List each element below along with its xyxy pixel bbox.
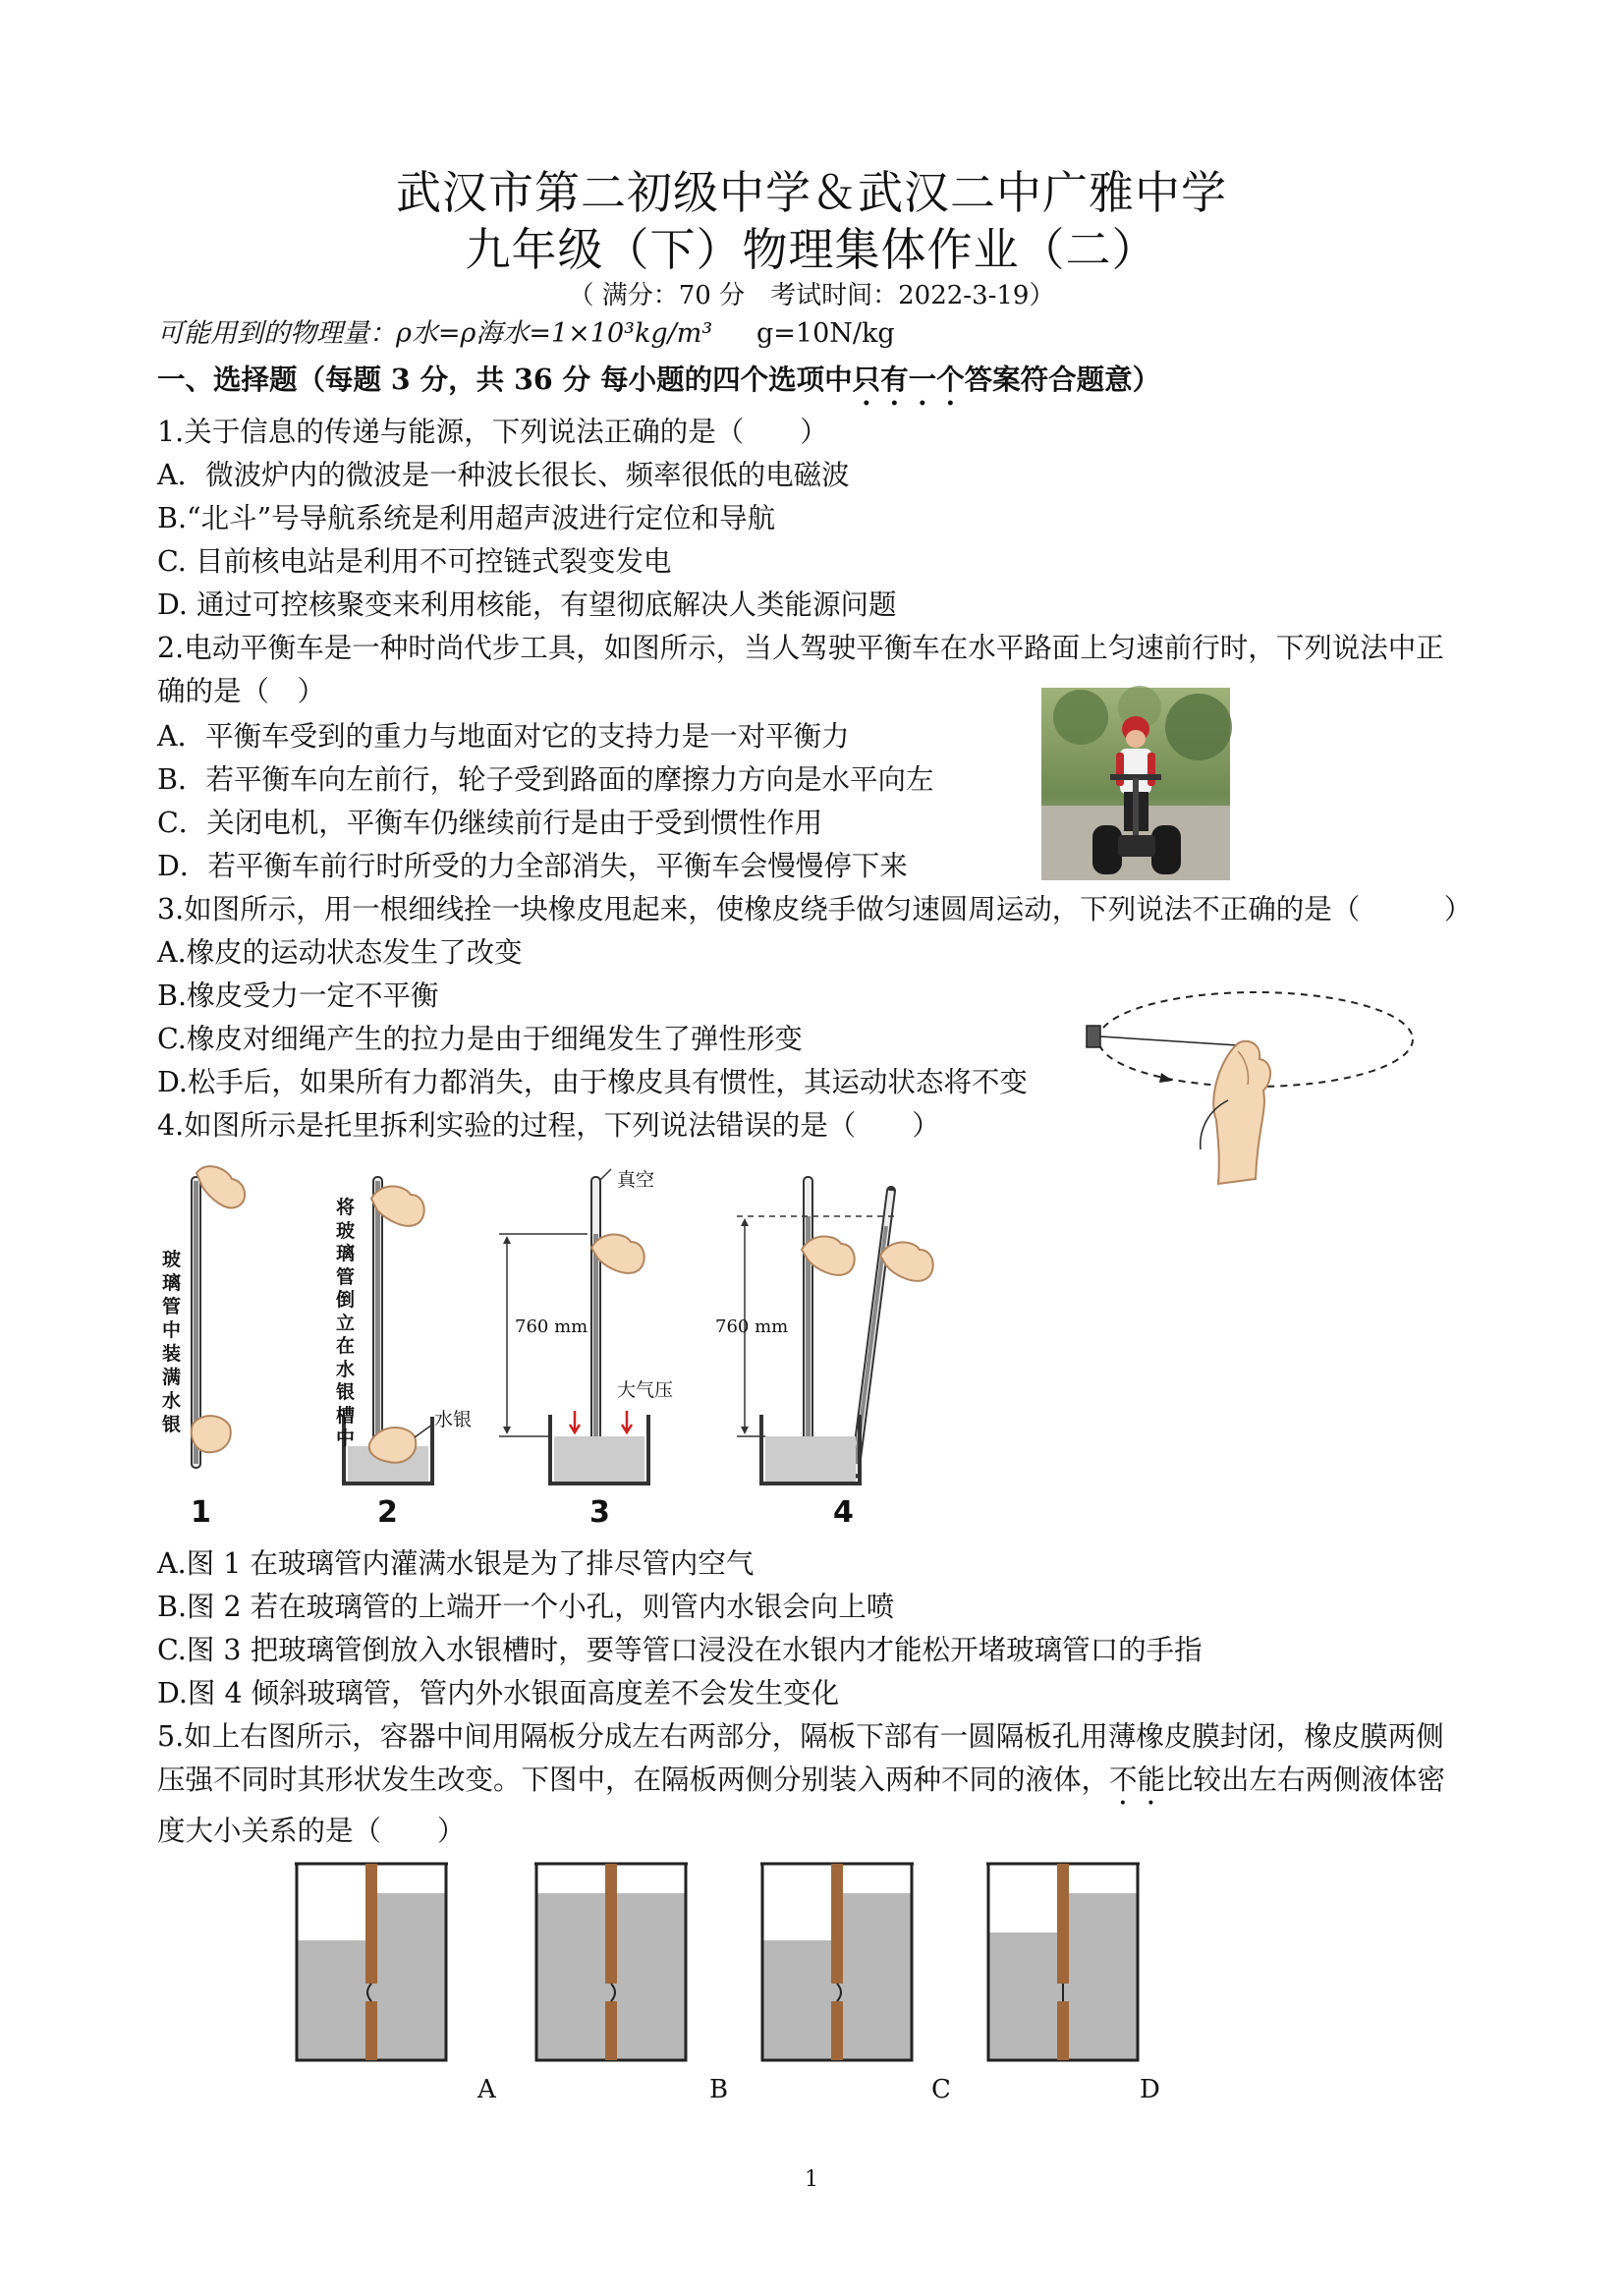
step-2-caption: 将玻璃管倒立在水银槽中	[336, 1197, 356, 1449]
q5-stem-2-pre: 压强不同时其形状发生改变。下图中，在隔板两侧分别装入两种不同的液体，	[157, 1764, 1110, 1796]
q2-stem-1: 2.电动平衡车是一种时尚代步工具，如图所示，当人驾驶平衡车在水平路面上匀速前行时，下列说法中正	[157, 632, 1444, 664]
figure-number-1: 1	[191, 1495, 211, 1530]
container-c	[760, 1864, 914, 2060]
constants-label: 可能用到的物理量：	[157, 318, 396, 349]
height-760-label-4: 760 mm	[715, 1316, 789, 1337]
q5-stem-2	[157, 1763, 1445, 1812]
step-1-caption: 玻璃管中装满水银	[162, 1249, 182, 1435]
exam-info: （ 满分：70 分 考试时间：2022-3-19）	[568, 281, 1055, 310]
q5-stem-3: 度大小关系的是（ ）	[157, 1815, 466, 1847]
atmospheric-pressure-label: 大气压	[617, 1379, 674, 1401]
q1-option-a: A．微波炉内的微波是一种波长很长、频率很低的电磁波	[157, 459, 850, 491]
q5-label-c: C	[931, 2075, 951, 2104]
balance-scooter-photo	[1041, 688, 1230, 880]
q2-option-b: B．若平衡车向左前行，轮子受到路面的摩擦力方向是水平向左	[157, 763, 934, 796]
q2-option-a: A．平衡车受到的重力与地面对它的支持力是一对平衡力	[157, 720, 850, 753]
mercury-label: 水银	[434, 1409, 473, 1430]
constants-rho: ρ水=ρ海水=1×10³kg/m³	[396, 318, 713, 349]
q4-option-b: B.图 2 若在玻璃管的上端开一个小孔，则管内水银会向上喷	[157, 1591, 895, 1623]
q1-option-b: B.“北斗”号导航系统是利用超声波进行定位和导航	[157, 502, 776, 534]
height-760-label-3: 760 mm	[515, 1316, 588, 1337]
title-line-2: 九年级（下）物理集体作业（二）	[465, 223, 1158, 276]
eraser-circular-motion-figure	[1081, 982, 1425, 1189]
q3-option-b: B.橡皮受力一定不平衡	[157, 980, 439, 1012]
q1-stem: 1.关于信息的传递与能源，下列说法正确的是（ ）	[157, 416, 828, 448]
q5-containers-figure	[295, 1862, 1159, 2078]
step-1	[192, 1166, 245, 1468]
figure-number-3: 3	[589, 1495, 610, 1530]
q5-stem-2-post: 比较出左右两侧液体密	[1165, 1764, 1446, 1796]
q1-option-c: C. 目前核电站是利用不可控链式裂变发电	[157, 545, 672, 578]
q5-stem-2-emphasis: 不能	[1109, 1764, 1166, 1796]
vacuum-label: 真空	[617, 1169, 655, 1191]
q2-option-c: C．关闭电机，平衡车仍继续前行是由于受到惯性作用	[157, 807, 823, 839]
q3-option-c: C.橡皮对细绳产生的拉力是由于细绳发生了弹性形变	[157, 1023, 803, 1055]
page-number: 1	[805, 2167, 818, 2192]
section-heading-pre: 一、选择题（每题 3 分，共 36 分 每小题的四个选项中	[157, 363, 853, 396]
container-a	[295, 1864, 448, 2060]
container-d	[986, 1864, 1140, 2060]
figure-number-4: 4	[833, 1495, 854, 1530]
q2-stem-2: 确的是（ ）	[157, 675, 326, 707]
section-heading-emphasis: 只有一个	[852, 363, 965, 396]
q3-option-d: D.松手后，如果所有力都消失，由于橡皮具有惯性，其运动状态将不变	[157, 1066, 1028, 1098]
constants-line	[157, 316, 712, 352]
container-b	[534, 1864, 688, 2060]
q4-option-d: D.图 4 倾斜玻璃管，管内外水银面高度差不会发生变化	[157, 1677, 840, 1709]
q5-stem-1: 5.如上右图所示，容器中间用隔板分成左右两部分，隔板下部有一圆隔板孔用薄橡皮膜封闭，橡皮膜两侧	[157, 1720, 1444, 1753]
q4-option-c: C.图 3 把玻璃管倒放入水银槽时，要等管口浸没在水银内才能松开堵玻璃管口的手指	[157, 1634, 1203, 1666]
q4-stem: 4.如图所示是托里拆利实验的过程，下列说法错误的是（ ）	[157, 1109, 940, 1142]
q3-stem: 3.如图所示，用一根细线拴一块橡皮甩起来，使橡皮绕手做匀速圆周运动，下列说法不正确的是（ ）	[157, 893, 1473, 925]
figure-number-2: 2	[377, 1495, 398, 1530]
q2-option-d: D．若平衡车前行时所受的力全部消失，平衡车会慢慢停下来	[157, 850, 908, 882]
section-heading-post: 答案符合题意）	[964, 363, 1161, 396]
title-line-1: 武汉市第二初级中学＆武汉二中广雅中学	[396, 166, 1227, 219]
q5-label-d: D	[1140, 2075, 1160, 2104]
q3-option-a: A.橡皮的运动状态发生了改变	[157, 936, 523, 969]
torricelli-experiment-figure	[147, 1159, 1002, 1533]
section-1-heading	[157, 362, 1160, 412]
q4-option-a: A.图 1 在玻璃管内灌满水银是为了排尽管内空气	[157, 1547, 755, 1580]
q5-label-b: B	[709, 2075, 729, 2104]
constants-g: g=10N/kg	[756, 318, 895, 349]
q1-option-d: D. 通过可控核聚变来利用核能，有望彻底解决人类能源问题	[157, 588, 897, 621]
q5-label-a: A	[477, 2075, 496, 2104]
